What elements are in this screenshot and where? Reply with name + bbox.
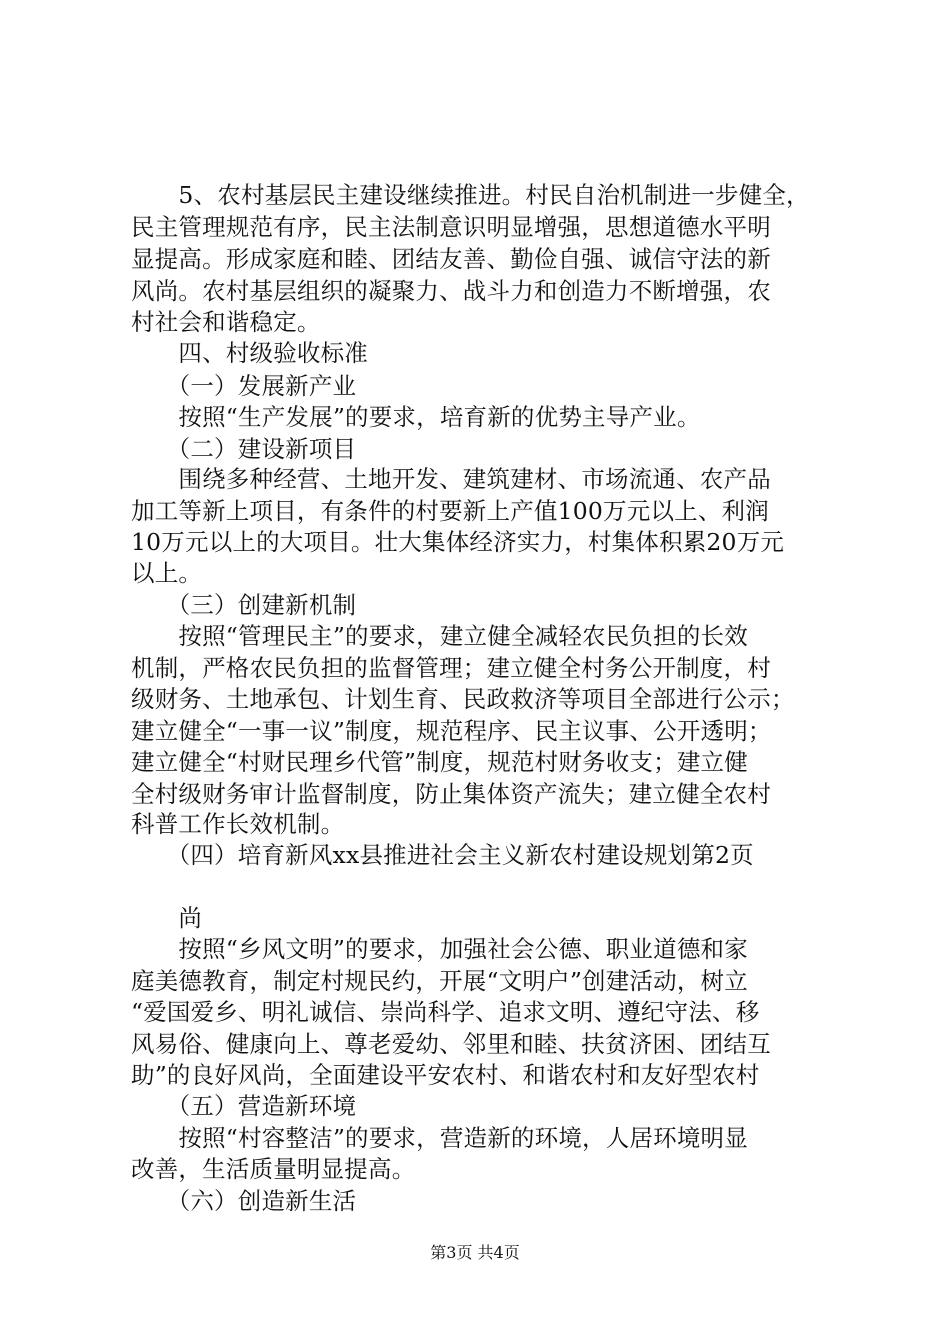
- body-text-line: 围绕多种经营、土地开发、建筑建材、市场流通、农产品: [131, 465, 771, 493]
- body-text-line: 风尚。农村基层组织的凝聚力、战斗力和创造力不断增强，农: [131, 277, 771, 305]
- body-text-line: “爱国爱乡、明礼诚信、崇尚科学、追求文明、遵纪守法、移: [131, 998, 760, 1026]
- subsection-heading: （四）培育新风xx县推进社会主义新农村建设规划第2页: [131, 841, 754, 869]
- body-text-line: 按照“乡风文明”的要求，加强社会公德、职业道德和家: [131, 935, 748, 963]
- body-text-line: 以上。: [131, 559, 203, 587]
- subsection-heading: （五）营造新环境: [131, 1092, 357, 1120]
- body-text-line: 民主管理规范有序，民主法制意识明显增强，思想道德水平明: [131, 213, 771, 241]
- body-text-line: 全村级财务审计监督制度，防止集体资产流失；建立健全农村: [131, 780, 771, 808]
- body-text-line: 按照“生产发展”的要求，培育新的优势主导产业。: [131, 403, 701, 431]
- body-text-line: 10万元以上的大项目。壮大集体经济实力，村集体积累20万元: [131, 528, 785, 556]
- body-text-line: 改善，生活质量明显提高。: [131, 1155, 416, 1183]
- body-text-line: 5、农村基层民主建设继续推进。村民自治机制进一步健全，: [131, 181, 810, 209]
- section-heading: 四、村级验收标准: [131, 339, 368, 367]
- body-text-line: 按照“管理民主”的要求，建立健全减轻农民负担的长效: [131, 622, 748, 650]
- body-text-line: 科普工作长效机制。: [131, 810, 345, 838]
- body-text-line: 显提高。形成家庭和睦、团结友善、勤俭自强、诚信守法的新: [131, 245, 771, 273]
- body-text-line: 级财务、土地承包、计划生育、民政救济等项目全部进行公示；: [131, 685, 795, 713]
- page-footer: 第3页 共4页: [430, 1243, 520, 1262]
- body-text-line: 村社会和谐稳定。: [131, 308, 321, 336]
- body-text-line: 机制，严格农民负担的监督管理；建立健全村务公开制度，村: [131, 654, 771, 682]
- body-text-line: 建立健全“村财民理乡代管”制度，规范村财务收支；建立健: [131, 748, 748, 776]
- body-text-line: 建立健全“一事一议”制度，规范程序、民主议事、公开透明；: [131, 717, 772, 745]
- body-text-line: 助”的良好风尚，全面建设平安农村、和谐农村和友好型农村: [131, 1061, 760, 1089]
- body-text-line: 庭美德教育，制定村规民约，开展“文明户”创建活动，树立: [131, 967, 748, 995]
- subsection-heading: （六）创造新生活: [131, 1187, 357, 1215]
- subsection-heading: （一）发展新产业: [131, 372, 357, 400]
- subsection-heading: （二）建设新项目: [131, 435, 357, 463]
- body-text-line: 加工等新上项目，有条件的村要新上产值100万元以上、利润: [131, 497, 769, 525]
- subsection-heading: （三）创建新机制: [131, 591, 357, 619]
- body-text-line: 尚: [131, 904, 203, 932]
- body-text-line: 按照“村容整洁”的要求，营造新的环境，人居环境明显: [131, 1124, 748, 1152]
- body-text-line: 风易俗、健康向上、尊老爱幼、邻里和睦、扶贫济困、团结互: [131, 1030, 771, 1058]
